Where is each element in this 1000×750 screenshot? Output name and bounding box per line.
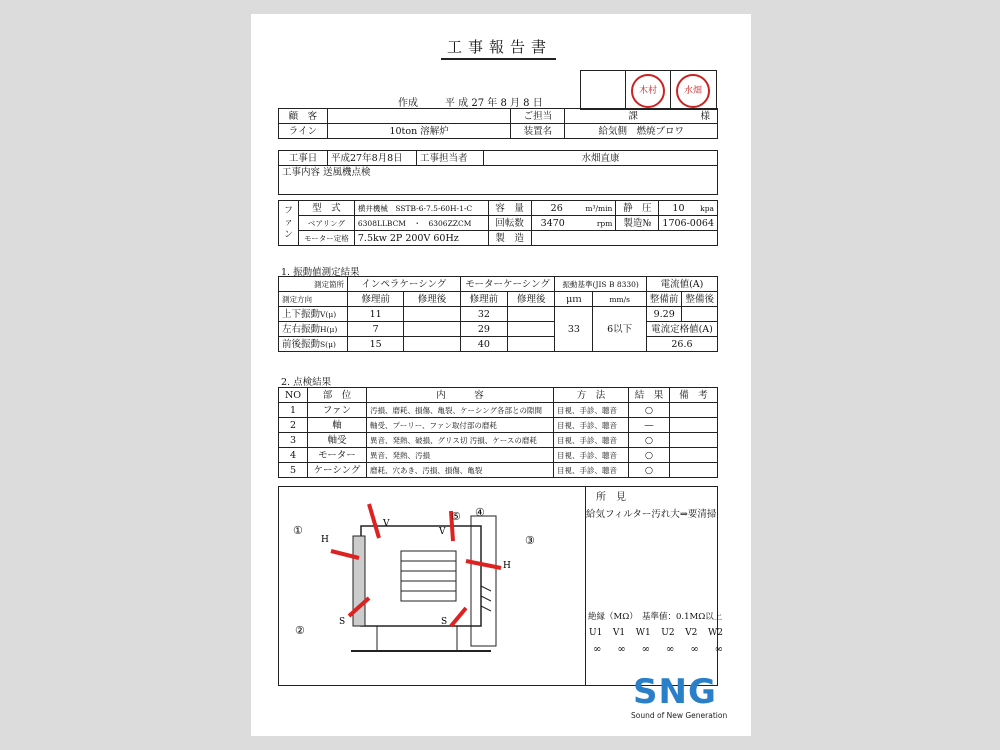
phase-row [589,628,723,638]
row-vertical-label: 上下振動V(μ) [279,307,348,322]
marker-1: ① [293,524,303,537]
stamp-mizuhata: 水畑 [676,74,710,108]
work-content-value: 送風機点検 [323,167,371,178]
row-method: 目視、手診、聴音 [554,418,629,433]
row-vertical-mot: 32 [460,307,507,322]
current-after-label: 整備後 [682,292,718,307]
current-label: 電流値(A) [646,277,717,292]
col-result: 結 果 [629,388,670,403]
customer-value [327,109,511,124]
row-content: 汚損、磨耗、損傷、亀裂、ケーシング各部との隙間 [367,403,554,418]
row-front-imp: 15 [348,337,404,352]
row-part: 軸 [308,418,367,433]
letter-v-1: V [383,519,390,529]
sng-logo: SNG [633,672,717,712]
col-no: NO [279,388,308,403]
table-row [279,448,718,463]
letter-v-2: V [439,527,446,537]
work-table [278,150,718,195]
serial-label: 製造№ [616,216,659,231]
col-content: 内 容 [367,388,554,403]
phase-label: U1 [589,628,603,638]
imp-after: 修理後 [404,292,460,307]
col-part: 部 位 [308,388,367,403]
rpm-value: 3470 [540,217,565,229]
insulation-values [593,644,723,655]
corner-top: 測定箇所 [279,277,348,292]
bearing-value: 6308LLBCM ・ 6306ZZCM [354,216,488,231]
insulation-value: ∞ [593,644,602,655]
row-part: 軸受 [308,433,367,448]
letter-s-1: S [339,617,346,627]
row-no: 1 [279,403,308,418]
inspection-table [278,387,718,478]
created-label: 作成 [398,98,418,109]
rated-value: 26.6 [646,337,717,352]
row-vertical-imp: 11 [348,307,404,322]
mot-after: 修理後 [508,292,555,307]
row-content: 軸受、プーリー、ファン取付部の磨耗 [367,418,554,433]
motor-label: モーター定格 [298,231,354,246]
marker-4: ④ [475,506,485,519]
table-row [279,418,718,433]
blower-diagram [291,496,561,681]
insulation-value: ∞ [617,644,626,655]
row-horizontal-mot: 29 [460,322,507,337]
static-value: 10 [672,202,685,214]
row-no: 4 [279,448,308,463]
mms-label: mm/s [593,292,647,307]
row-part: モーター [308,448,367,463]
base-frame [377,626,457,651]
standard-label: 振動基準(JIS B 8330) [555,277,646,292]
row-front-mot: 40 [460,337,507,352]
customer-table [278,108,718,139]
row-horizontal-label: 左右振動H(μ) [279,322,348,337]
motor-header: モーターケーシング [460,277,555,292]
row-no: 5 [279,463,308,478]
dept-label: 課 [628,110,638,122]
fan-spec-table [278,200,718,246]
row-part: ケーシング [308,463,367,478]
findings-label: 所 見 [596,492,626,503]
made-label: 製 造 [488,231,531,246]
impeller-header: インペラケーシング [348,277,461,292]
imp-before: 修理前 [348,292,404,307]
rpm-unit: rpm [596,218,613,228]
row-content: 異音、発熱、汚損 [367,448,554,463]
row-method: 目視、手診、聴音 [554,403,629,418]
table-row [279,433,718,448]
motor-body [401,551,456,601]
fan-side-label: ファン [279,201,299,246]
capacity-value: 26 [550,202,563,214]
mot-before: 修理前 [460,292,507,307]
std-um: 33 [555,307,593,352]
row-part: ファン [308,403,367,418]
report-title: 工事報告書 [441,36,556,60]
row-content: 異音、発熱、破損、グリス切 汚損、ケースの磨耗 [367,433,554,448]
phase-label: V2 [685,628,698,638]
phase-label: W2 [707,628,723,638]
arrow-s-2 [451,608,466,626]
static-label: 静 圧 [616,201,659,216]
made-value [531,231,717,246]
letter-s-2: S [441,617,448,627]
row-result: ○ [629,403,670,418]
row-method: 目視、手診、聴音 [554,448,629,463]
motor-value: 7.5kw 2P 200V 60Hz [354,231,488,246]
current-value: 9.29 [646,307,682,322]
line-label: ライン [279,124,328,139]
row-no: 3 [279,433,308,448]
rpm-label: 回転数 [488,216,531,231]
row-result: ○ [629,463,670,478]
insulation-value: ∞ [665,644,675,655]
work-date-label: 工事日 [279,151,328,166]
table-row [279,403,718,418]
row-content: 磨耗、穴あき、汚損、損傷、亀裂 [367,463,554,478]
bearing-label: ベアリング [298,216,354,231]
line-value: 10ton 溶解炉 [327,124,511,139]
insulation-value: ∞ [641,644,650,655]
device-value: 給気側 燃焼ブロワ [565,124,718,139]
staff-value: 水畑直康 [484,151,718,166]
phase-label: U2 [661,628,675,638]
vibration-section-title: 1. 振動値測定結果 [281,267,360,278]
model-label: 型 式 [298,201,354,216]
static-unit: kpa [700,203,714,213]
capacity-unit: m³/min [585,203,613,213]
row-no: 2 [279,418,308,433]
std-mms: 6以下 [593,307,647,352]
letter-h-1: H [321,535,329,545]
capacity-label: 容 量 [488,201,531,216]
letter-h-2: H [503,561,511,571]
insulation-value: ∞ [690,644,699,655]
model-value: 横井機械 SSTB-6-7.5-60H-1-C [354,201,488,216]
phase-label: W1 [635,628,651,638]
corner-bottom: 測定方向 [279,292,348,307]
insulation-value: ∞ [714,644,723,655]
stamp-box [580,70,717,110]
table-row [279,463,718,478]
marker-3: ③ [525,534,535,547]
device-label: 装置名 [511,124,565,139]
rated-label: 電流定格値(A) [646,322,717,337]
sng-tagline: Sound of New Generation [631,711,728,720]
arrow-v-1 [369,504,379,538]
report-sheet [251,14,751,736]
contact-value [565,109,718,124]
serial-value: 1706-0064 [659,216,718,231]
inspection-section-title: 2. 点検結果 [281,377,332,388]
row-horizontal-imp: 7 [348,322,404,337]
col-method: 方 法 [554,388,629,403]
insulation-label: 絶縁（MΩ） 基準値：0.1MΩ以上 [588,612,723,622]
contact-label: ご担当 [511,109,565,124]
work-content-label: 工事内容 [282,167,321,178]
findings-text: 給気フィルター汚れ大⇒要清掃 [586,509,717,520]
marker-5: ⑤ [451,510,461,523]
row-result: ○ [629,448,670,463]
row-front-label: 前後振動S(μ) [279,337,348,352]
customer-label: 顧 客 [279,109,328,124]
um-label: μｍ [555,292,593,307]
staff-label: 工事担当者 [417,151,484,166]
col-notes: 備 考 [670,388,718,403]
work-content [279,166,718,195]
row-method: 目視、手診、聴音 [554,463,629,478]
marker-2: ② [295,624,305,637]
row-result: — [629,418,670,433]
phase-label: V1 [612,628,626,638]
vibration-table [278,276,718,352]
stamp-kimura: 木村 [631,74,665,108]
current-before-label: 整備前 [646,292,682,307]
sama-label: 様 [700,110,710,122]
work-date-value: 平成27年8月8日 [328,151,417,166]
row-method: 目視、手診、聴音 [554,433,629,448]
row-result: ○ [629,433,670,448]
created-date: 平 成 27 年 8 月 8 日 [445,98,543,109]
